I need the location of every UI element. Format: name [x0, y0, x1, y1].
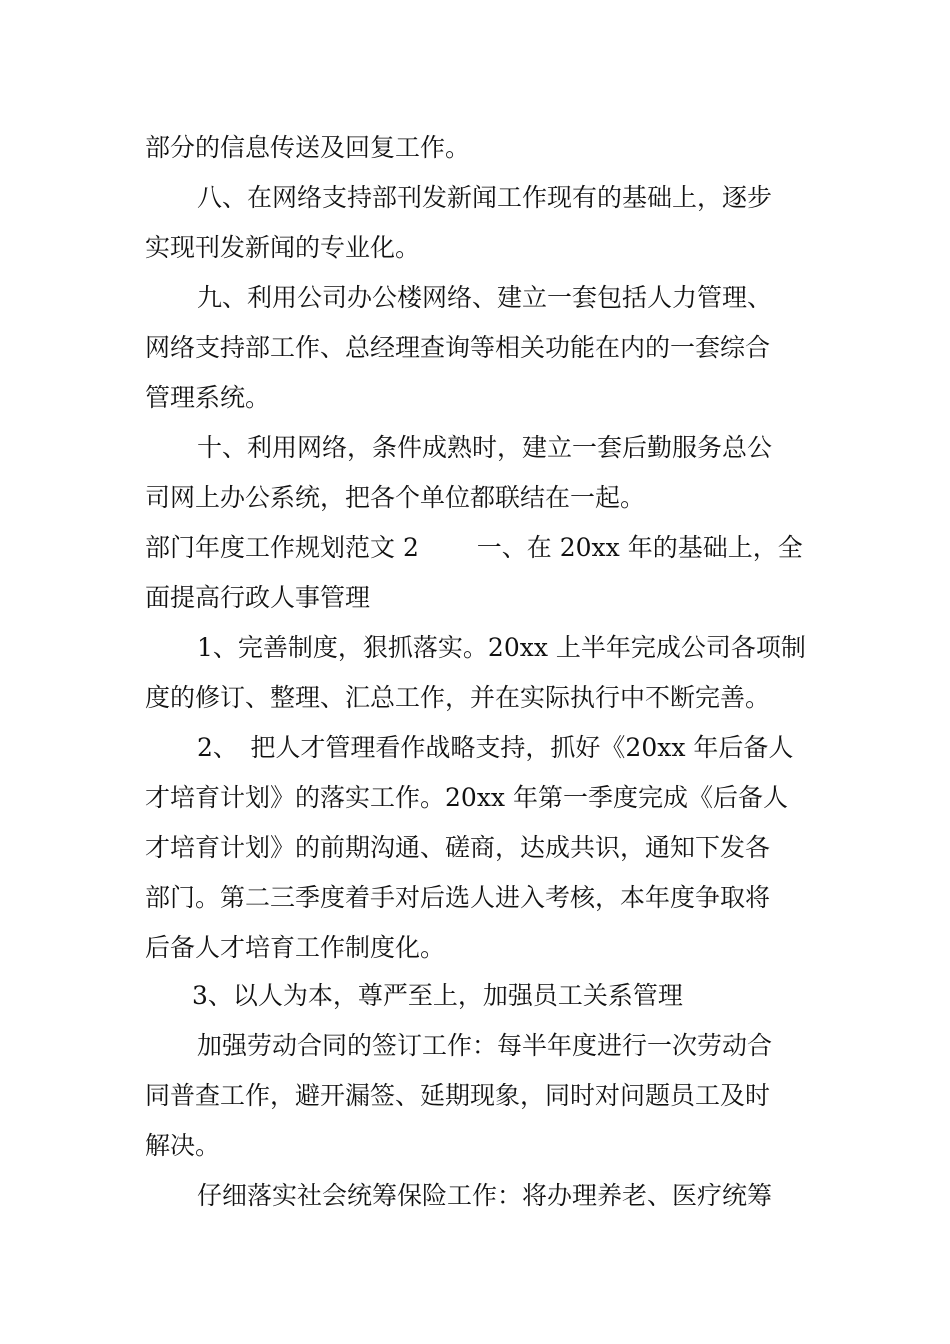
text-line: 加强劳动合同的签订工作：每半年度进行一次劳动合 — [197, 1031, 773, 1060]
text-line: 2、 把人才管理看作战略支持，抓好《20xx 年后备人 — [197, 733, 794, 762]
text-line: 部门。第二三季度着手对后选人进入考核，本年度争取将 — [145, 883, 771, 912]
text-line: 后备人才培育工作制度化。 — [145, 933, 446, 962]
text-line: 部分的信息传送及回复工作。 — [145, 133, 471, 162]
text-line: 度的修订、整理、汇总工作，并在实际执行中不断完善。 — [145, 683, 771, 712]
text-line: 3、以人为本，尊严至上，加强员工关系管理 — [192, 981, 683, 1010]
text-line: 解决。 — [145, 1131, 221, 1160]
text-line: 仔细落实社会统筹保险工作：将办理养老、医疗统筹 — [197, 1181, 773, 1210]
text-line: 面提高行政人事管理 — [145, 583, 371, 612]
text-line: 才培育计划》的落实工作。20xx 年第一季度完成《后备人 — [145, 783, 788, 812]
text-line: 网络支持部工作、总经理查询等相关功能在内的一套综合 — [145, 333, 771, 362]
text-line: 1、完善制度，狠抓落实。20xx 上半年完成公司各项制 — [197, 633, 806, 662]
text-line: 十、利用网络，条件成熟时，建立一套后勤服务总公 — [197, 433, 773, 462]
section-heading: 部门年度工作规划范文 2 一、在 20xx 年的基础上，全 — [145, 533, 803, 562]
text-line: 才培育计划》的前期沟通、磋商，达成共识，通知下发各 — [145, 833, 771, 862]
text-line: 实现刊发新闻的专业化。 — [145, 233, 421, 262]
text-line: 九、利用公司办公楼网络、建立一套包括人力管理、 — [197, 283, 773, 312]
text-line: 八、在网络支持部刊发新闻工作现有的基础上，逐步 — [197, 183, 773, 212]
text-line: 管理系统。 — [145, 383, 271, 412]
text-line: 司网上办公系统，把各个单位都联结在一起。 — [145, 483, 646, 512]
text-line: 同普查工作，避开漏签、延期现象，同时对问题员工及时 — [145, 1081, 771, 1110]
